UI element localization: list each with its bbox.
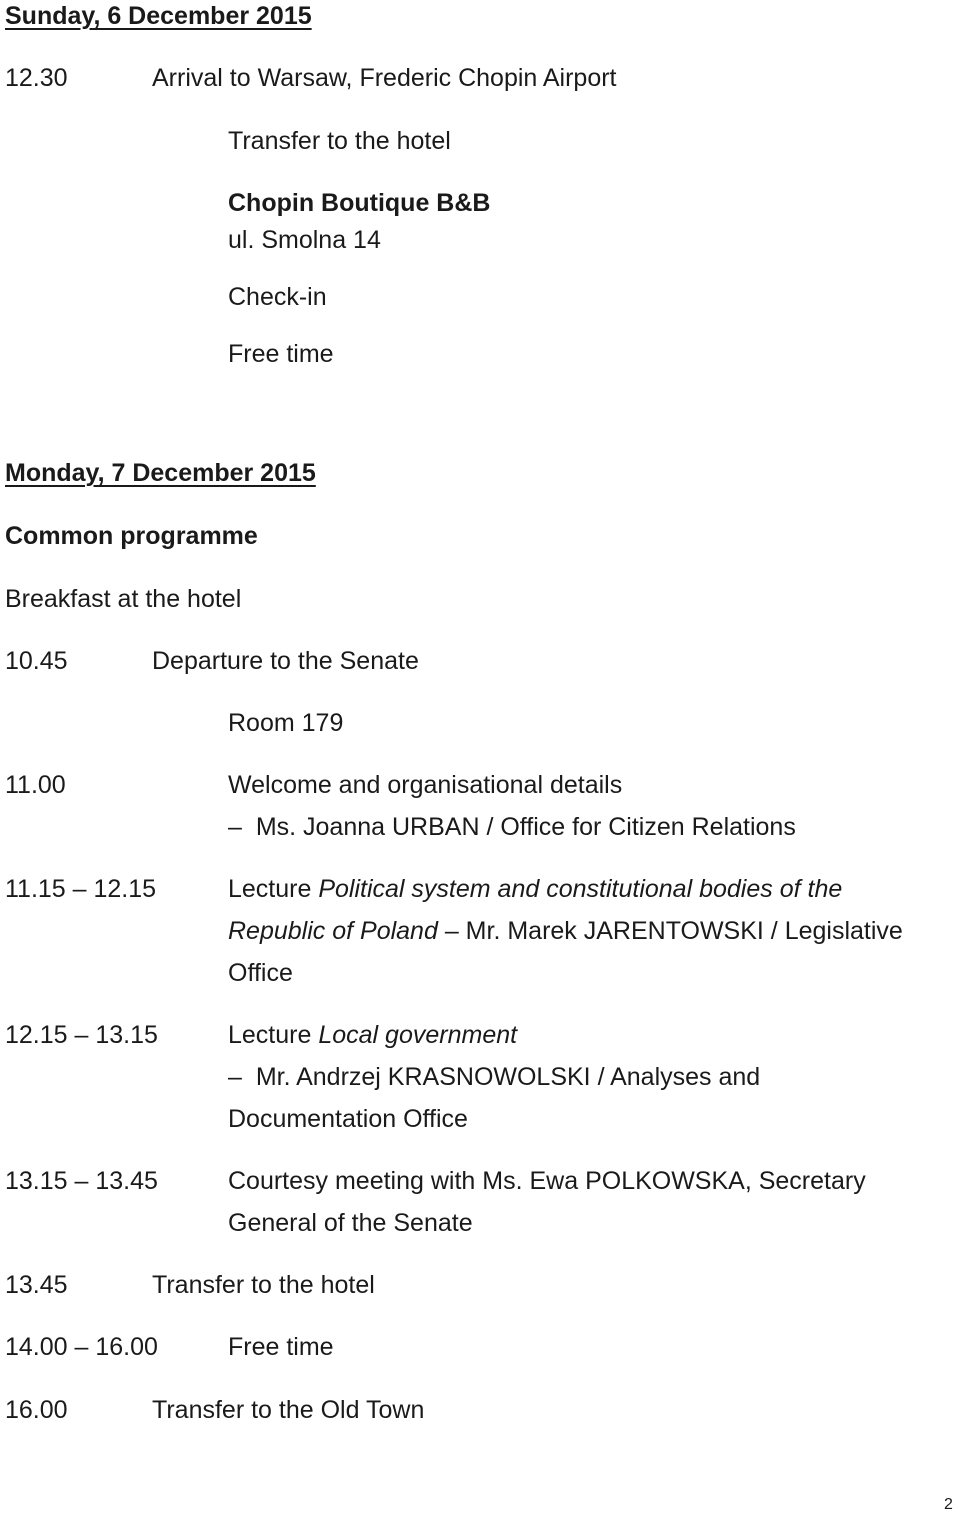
time-item: 14.00 – 16.00 (5, 1333, 158, 1361)
time-item: 16.00 (5, 1396, 68, 1424)
hotel-address: ul. Smolna 14 (228, 226, 381, 254)
item-text: Transfer to the hotel (152, 1271, 375, 1299)
item-text-line2: General of the Senate (228, 1209, 473, 1237)
page-number: 2 (944, 1496, 953, 1513)
time-item: 13.15 – 13.45 (5, 1167, 158, 1195)
time-item: 10.45 (5, 647, 68, 675)
hotel-name: Chopin Boutique B&B (228, 189, 491, 217)
item-speaker (228, 1065, 760, 1090)
dash: – (437, 917, 466, 945)
speaker-text-end: Office (228, 959, 293, 987)
item-text-line2 (228, 919, 903, 944)
lecture-title: Local government (318, 1021, 518, 1049)
free-time-text: Free time (228, 340, 334, 368)
item-text: Free time (228, 1333, 334, 1361)
item-speaker (228, 815, 796, 840)
day-heading-monday: Monday, 7 December 2015 (5, 459, 316, 487)
lecture-title-end: Republic of Poland (228, 917, 438, 945)
item-text: Welcome and organisational details (228, 771, 623, 799)
dash: – (228, 813, 242, 841)
time-item: 13.45 (5, 1271, 68, 1299)
time-item: 11.15 – 12.15 (5, 875, 157, 903)
lecture-title: Political system and constitutional bodies of the (318, 875, 843, 903)
checkin-text: Check-in (228, 283, 327, 311)
speaker-text: Ms. Joanna URBAN / Office for Citizen Relations (255, 813, 796, 841)
time-arrival: 12.30 (5, 64, 68, 92)
speaker-text: Mr. Andrzej KRASNOWOLSKI / Analyses and (255, 1063, 761, 1091)
breakfast-text: Breakfast at the hotel (5, 585, 242, 613)
item-text: Courtesy meeting with Ms. Ewa POLKOWSKA, Secretary (228, 1167, 866, 1195)
item-text (228, 1023, 517, 1048)
time-item: 11.00 (5, 771, 66, 799)
arrival-text: Arrival to Warsaw, Frederic Chopin Airport (152, 64, 617, 92)
speaker-text: Mr. Marek JARENTOWSKI / Legislative (465, 917, 903, 945)
speaker-text-end: Documentation Office (228, 1105, 468, 1133)
lecture-prefix: Lecture (228, 875, 319, 903)
dash: – (228, 1063, 242, 1091)
programme-subheading: Common programme (5, 522, 258, 550)
item-text: Departure to the Senate (152, 647, 419, 675)
day-heading-sunday: Sunday, 6 December 2015 (5, 2, 312, 30)
item-text: Transfer to the Old Town (152, 1396, 425, 1424)
lecture-prefix: Lecture (228, 1021, 319, 1049)
transfer-text: Transfer to the hotel (228, 127, 451, 155)
room-text: Room 179 (228, 709, 344, 737)
time-item: 12.15 – 13.15 (5, 1021, 158, 1049)
item-text (228, 877, 842, 902)
